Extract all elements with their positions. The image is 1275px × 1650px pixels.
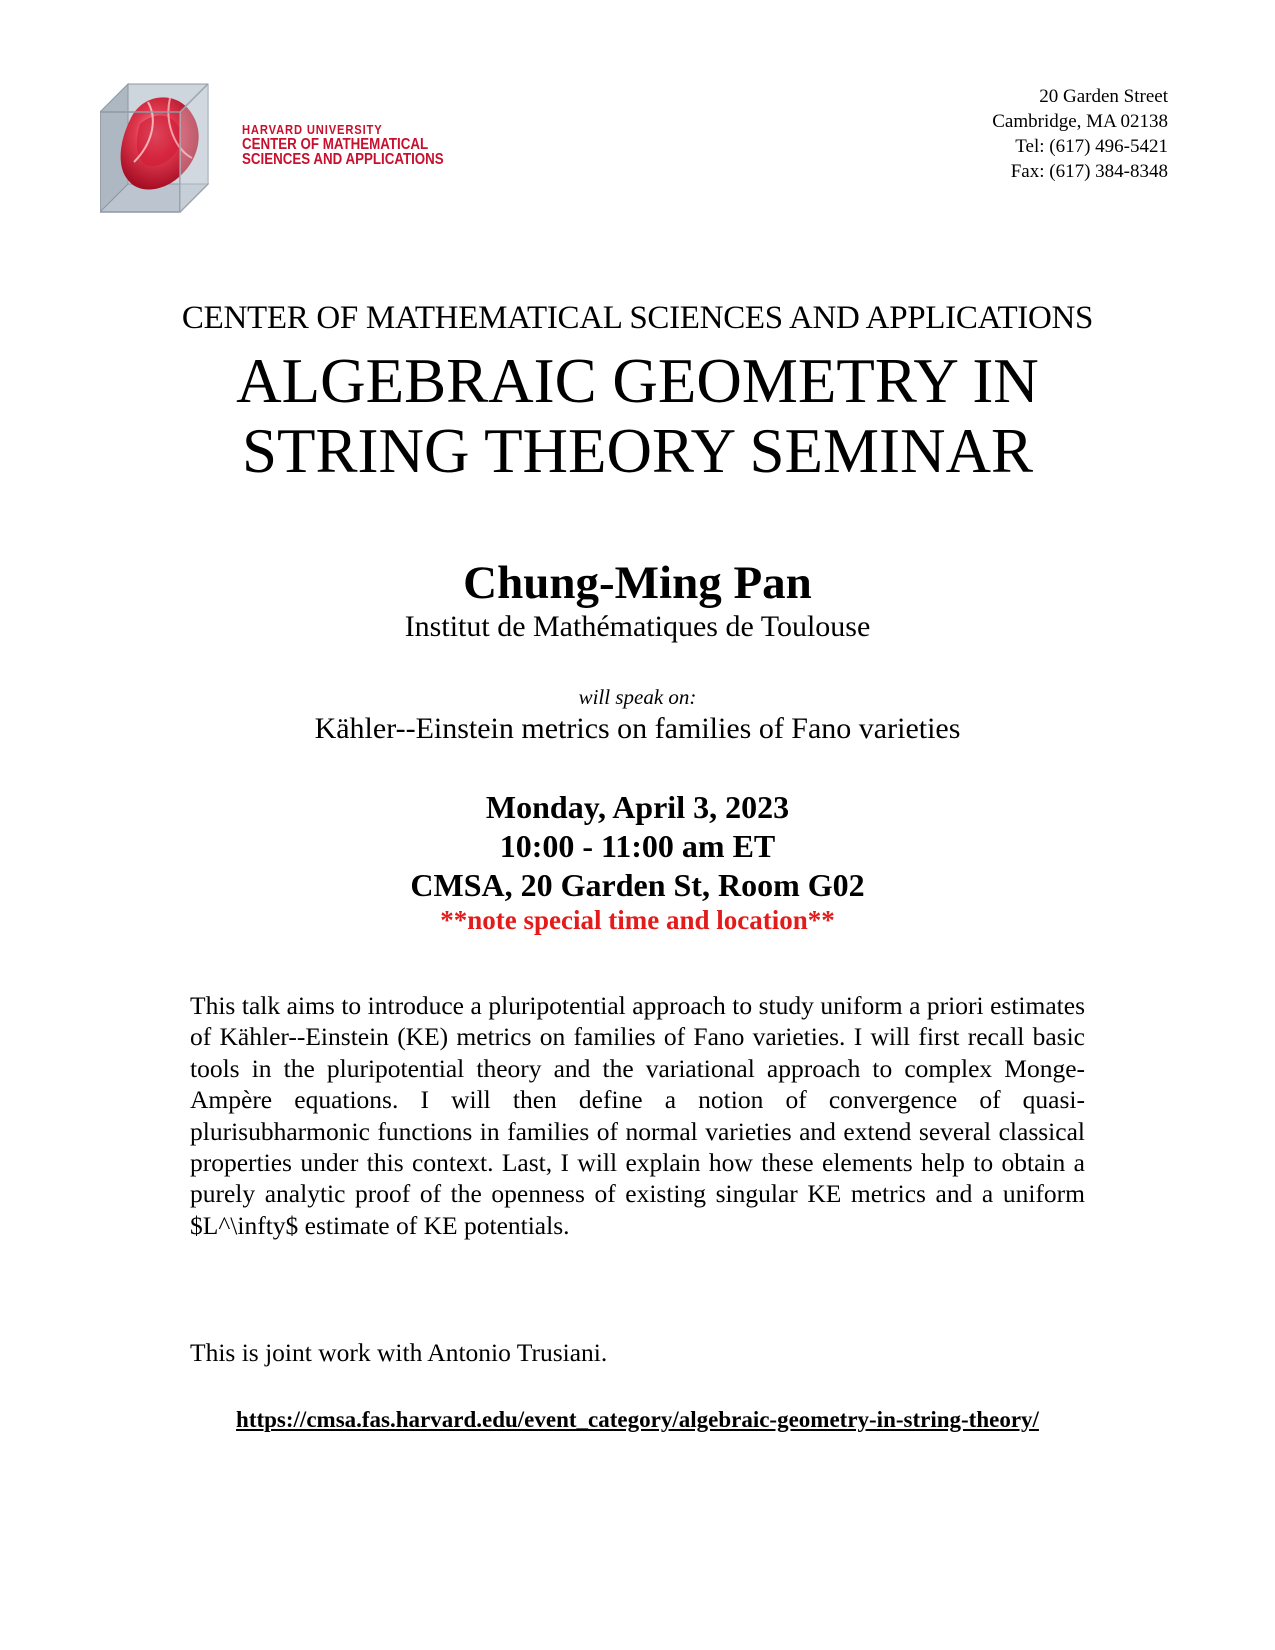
address-tel: Tel: (617) 496-5421 [1015,136,1168,157]
logo-text [242,122,444,167]
address-fax: Fax: (617) 384-8348 [1010,161,1168,182]
cmsa-cube-logo-icon [100,80,212,220]
seminar-title-line-2: STRING THEORY SEMINAR [241,416,1034,486]
speaker-affiliation: Institut de Mathématiques de Toulouse [404,610,871,643]
logo-line-1: HARVARD UNIVERSITY [242,122,383,137]
event-details [0,788,1275,905]
speaker-name: Chung-Ming Pan [463,557,812,609]
talk-title: Kähler--Einstein metrics on families of Fano varieties [314,712,961,745]
seminar-title-line-1: ALGEBRAIC GEOMETRY IN [236,346,1039,416]
will-speak-label: will speak on: [578,685,697,709]
joint-work-note: This is joint work with Antonio Trusiani. [190,1338,608,1367]
address-city: Cambridge, MA 02138 [992,111,1168,132]
talk-abstract: This talk aims to introduce a pluripotential approach to study uniform a priori estimates of Kähler--Einstein (KE) metrics on families of Fano varieties. I will first recall basic tools in the pluripotential theory and the variational approach to complex Monge-Ampère equations. I will then define a notion of convergence of quasi-plurisubharmonic functions in families of normal varieties and extend several classical properties under this context. Last, I will explain how these elements help to obtain a purely analytic proof of the openness of existing singular KE metrics and a uniform $L^\infty$ estimate of KE potentials. [190,991,1085,1240]
cmsa-logo [100,80,444,230]
address-street: 20 Garden Street [1039,86,1168,107]
event-time: 10:00 - 11:00 am ET [499,828,776,864]
special-note: **note special time and location** [440,905,835,935]
logo-line-3: SCIENCES AND APPLICATIONS [242,151,444,168]
seminar-title [0,346,1275,486]
center-name: CENTER OF MATHEMATICAL SCIENCES AND APPLICATIONS [181,300,1094,336]
logo-line-2: CENTER OF MATHEMATICAL [242,136,429,153]
event-category-link[interactable]: https://cmsa.fas.harvard.edu/event_category/algebraic-geometry-in-string-theory/ [236,1407,1039,1432]
event-location: CMSA, 20 Garden St, Room G02 [410,867,865,903]
event-date: Monday, April 3, 2023 [485,789,790,825]
address-block [992,84,1168,184]
